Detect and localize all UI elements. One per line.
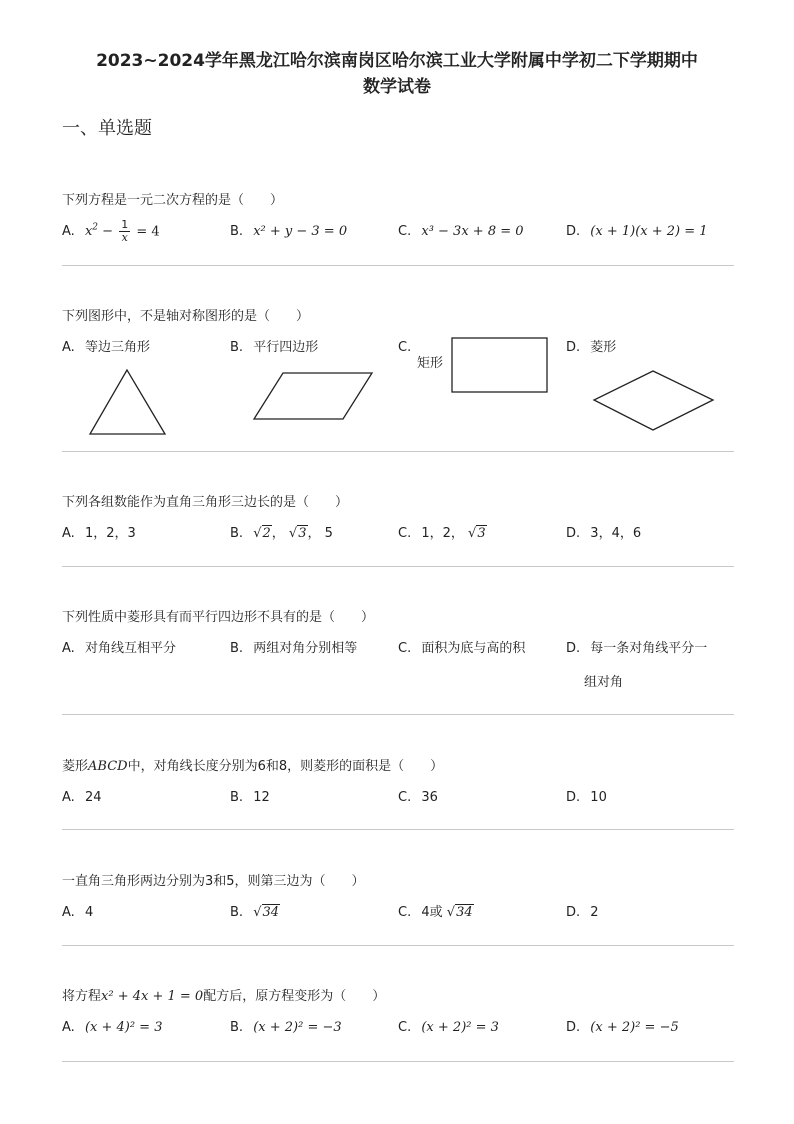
option-math-rhs: = 4	[136, 224, 160, 240]
option-text: 面积为底与高的积	[421, 641, 526, 656]
stem-math: ABCD	[88, 759, 128, 774]
option-text: 10	[590, 790, 607, 805]
sqrt-expression: √34	[446, 905, 473, 920]
option-row	[62, 1018, 734, 1042]
question-stem: 下列性质中菱形具有而平行四边形不具有的是（ ）	[62, 610, 375, 625]
option-text: 1，2，	[421, 526, 464, 541]
option-label: C.	[398, 905, 412, 920]
option-d[interactable]	[566, 639, 707, 659]
option-math: x³ − 3x + 8 = 0	[421, 224, 524, 239]
option-label: B.	[230, 1020, 244, 1035]
option-label: B.	[230, 526, 244, 541]
question-stem	[62, 758, 734, 776]
option-math: $x^2$ −	[84, 223, 118, 240]
option-label: A.	[62, 526, 75, 541]
question-6	[62, 873, 734, 927]
option-b[interactable]: B. √2， √3， 5	[230, 526, 333, 541]
stem-text: 中，对角线长度分别为6和8，则菱形的面积是（ ）	[127, 759, 444, 774]
option-text: 12	[253, 790, 270, 805]
option-b[interactable]	[230, 1018, 342, 1038]
rectangle-figure	[452, 338, 547, 392]
option-b[interactable]	[230, 903, 280, 923]
sqrt-expression: √34	[253, 905, 280, 920]
option-label: A.	[62, 790, 75, 805]
option-d[interactable]	[566, 524, 641, 544]
question-4	[62, 609, 734, 695]
option-text: 5	[324, 526, 333, 541]
option-label: A.	[62, 1020, 75, 1035]
fraction-numerator: 1	[121, 218, 129, 232]
option-c[interactable]	[398, 639, 525, 659]
option-text: 4或	[421, 905, 443, 920]
option-text: 24	[84, 790, 102, 805]
stem-text: 菱形	[62, 759, 89, 774]
option-label: A.	[62, 224, 75, 240]
option-a[interactable]	[62, 639, 176, 659]
question-stem: 下列图形中，不是轴对称图形的是（ ）	[62, 309, 310, 324]
option-label: D.	[566, 224, 581, 239]
question-stem: 一直角三角形两边分别为3和5，则第三边为（ ）	[62, 874, 365, 889]
option-label: A.	[62, 641, 75, 656]
option-text: 1，2，3	[84, 526, 136, 541]
option-math: (x + 2)² = −3	[253, 1020, 342, 1035]
option-label: C.	[398, 526, 412, 541]
option-b[interactable]	[230, 639, 357, 659]
option-label: C.	[398, 790, 412, 805]
question-divider	[62, 945, 734, 946]
option-label: B.	[230, 905, 244, 920]
option-math: x² + y − 3 = 0	[253, 224, 348, 239]
option-c[interactable]	[398, 788, 438, 808]
question-stem: 下列方程是一元二次方程的是（ ）	[62, 193, 284, 208]
option-a[interactable]	[62, 1018, 162, 1038]
option-math: (x + 1)(x + 2) = 1	[590, 224, 708, 239]
option-a[interactable]	[62, 903, 93, 923]
option-text: 两组对角分别相等	[253, 641, 358, 656]
option-row	[62, 524, 734, 548]
option-row	[62, 788, 734, 812]
stem-text: 将方程	[62, 989, 102, 1004]
equilateral-triangle-figure	[90, 370, 165, 434]
option-label: D.	[566, 1020, 581, 1035]
option-text: 4	[84, 905, 94, 920]
option-label: C.	[398, 641, 412, 656]
option-text: 菱形	[590, 340, 617, 355]
question-3	[62, 494, 734, 548]
option-label: D.	[566, 790, 581, 805]
option-d-text-line2: 组对角	[584, 675, 624, 690]
option-label: D.	[566, 641, 581, 656]
question-divider	[62, 566, 734, 567]
question-7	[62, 988, 734, 1042]
option-math: (x + 2)² = 3	[421, 1020, 499, 1035]
stem-math: x² + 4x + 1 = 0	[101, 989, 204, 1004]
question-stem	[62, 988, 734, 1006]
option-label: B.	[230, 340, 244, 355]
option-math: (x + 4)² = 3	[84, 1020, 163, 1035]
option-label: A.	[62, 905, 75, 920]
option-text: 每一条对角线平分一	[590, 641, 708, 656]
option-c-text: 矩形	[417, 356, 444, 371]
option-text: 平行四边形	[253, 340, 319, 355]
option-d[interactable]	[566, 1018, 679, 1038]
option-label: C.	[398, 340, 412, 355]
option-row	[62, 903, 734, 927]
option-c[interactable]	[398, 524, 487, 544]
option-b[interactable]	[230, 788, 270, 808]
rhombus-figure	[594, 371, 713, 430]
option-text: 2	[590, 905, 599, 920]
option-d[interactable]	[566, 903, 599, 923]
option-a[interactable]	[62, 788, 101, 808]
question-5	[62, 758, 734, 812]
question-divider	[62, 451, 734, 452]
section-title: 一、单选题	[62, 118, 152, 139]
option-c[interactable]	[398, 1018, 499, 1038]
option-c[interactable]	[398, 903, 474, 923]
title-line-2: 数学试卷	[363, 77, 431, 97]
option-text: 36	[421, 790, 438, 805]
stem-text: 配方后，原方程变形为（ ）	[203, 989, 386, 1004]
option-a[interactable]	[62, 524, 136, 544]
question-divider	[62, 1061, 734, 1062]
sqrt-expression: √2	[253, 526, 271, 541]
option-label: D.	[566, 340, 581, 355]
option-label: D.	[566, 905, 581, 920]
option-label: B.	[230, 224, 244, 239]
sqrt-expression: √3	[468, 526, 486, 541]
fraction-denominator: x	[121, 231, 128, 245]
option-label: A.	[62, 340, 75, 355]
question-divider	[62, 829, 734, 830]
option-math: (x + 2)² = −5	[590, 1020, 679, 1035]
question-stem: 下列各组数能作为直角三角形三边长的是（ ）	[62, 495, 349, 510]
option-label: C.	[398, 1020, 412, 1035]
option-row	[62, 639, 734, 695]
parallelogram-figure	[254, 373, 372, 419]
option-d[interactable]	[566, 788, 607, 808]
option-label: C.	[398, 224, 412, 239]
option-label: B.	[230, 790, 244, 805]
option-text: 等边三角形	[84, 340, 150, 355]
question-divider	[62, 714, 734, 715]
option-text: 3，4，6	[590, 526, 642, 541]
option-label: B.	[230, 641, 244, 656]
sqrt-expression: √3	[288, 526, 307, 541]
option-text: 对角线互相平分	[84, 641, 176, 656]
option-label: D.	[566, 526, 581, 541]
title-line-1: 2023~2024学年黑龙江哈尔滨南岗区哈尔滨工业大学附属中学初二下学期期中	[96, 51, 698, 71]
